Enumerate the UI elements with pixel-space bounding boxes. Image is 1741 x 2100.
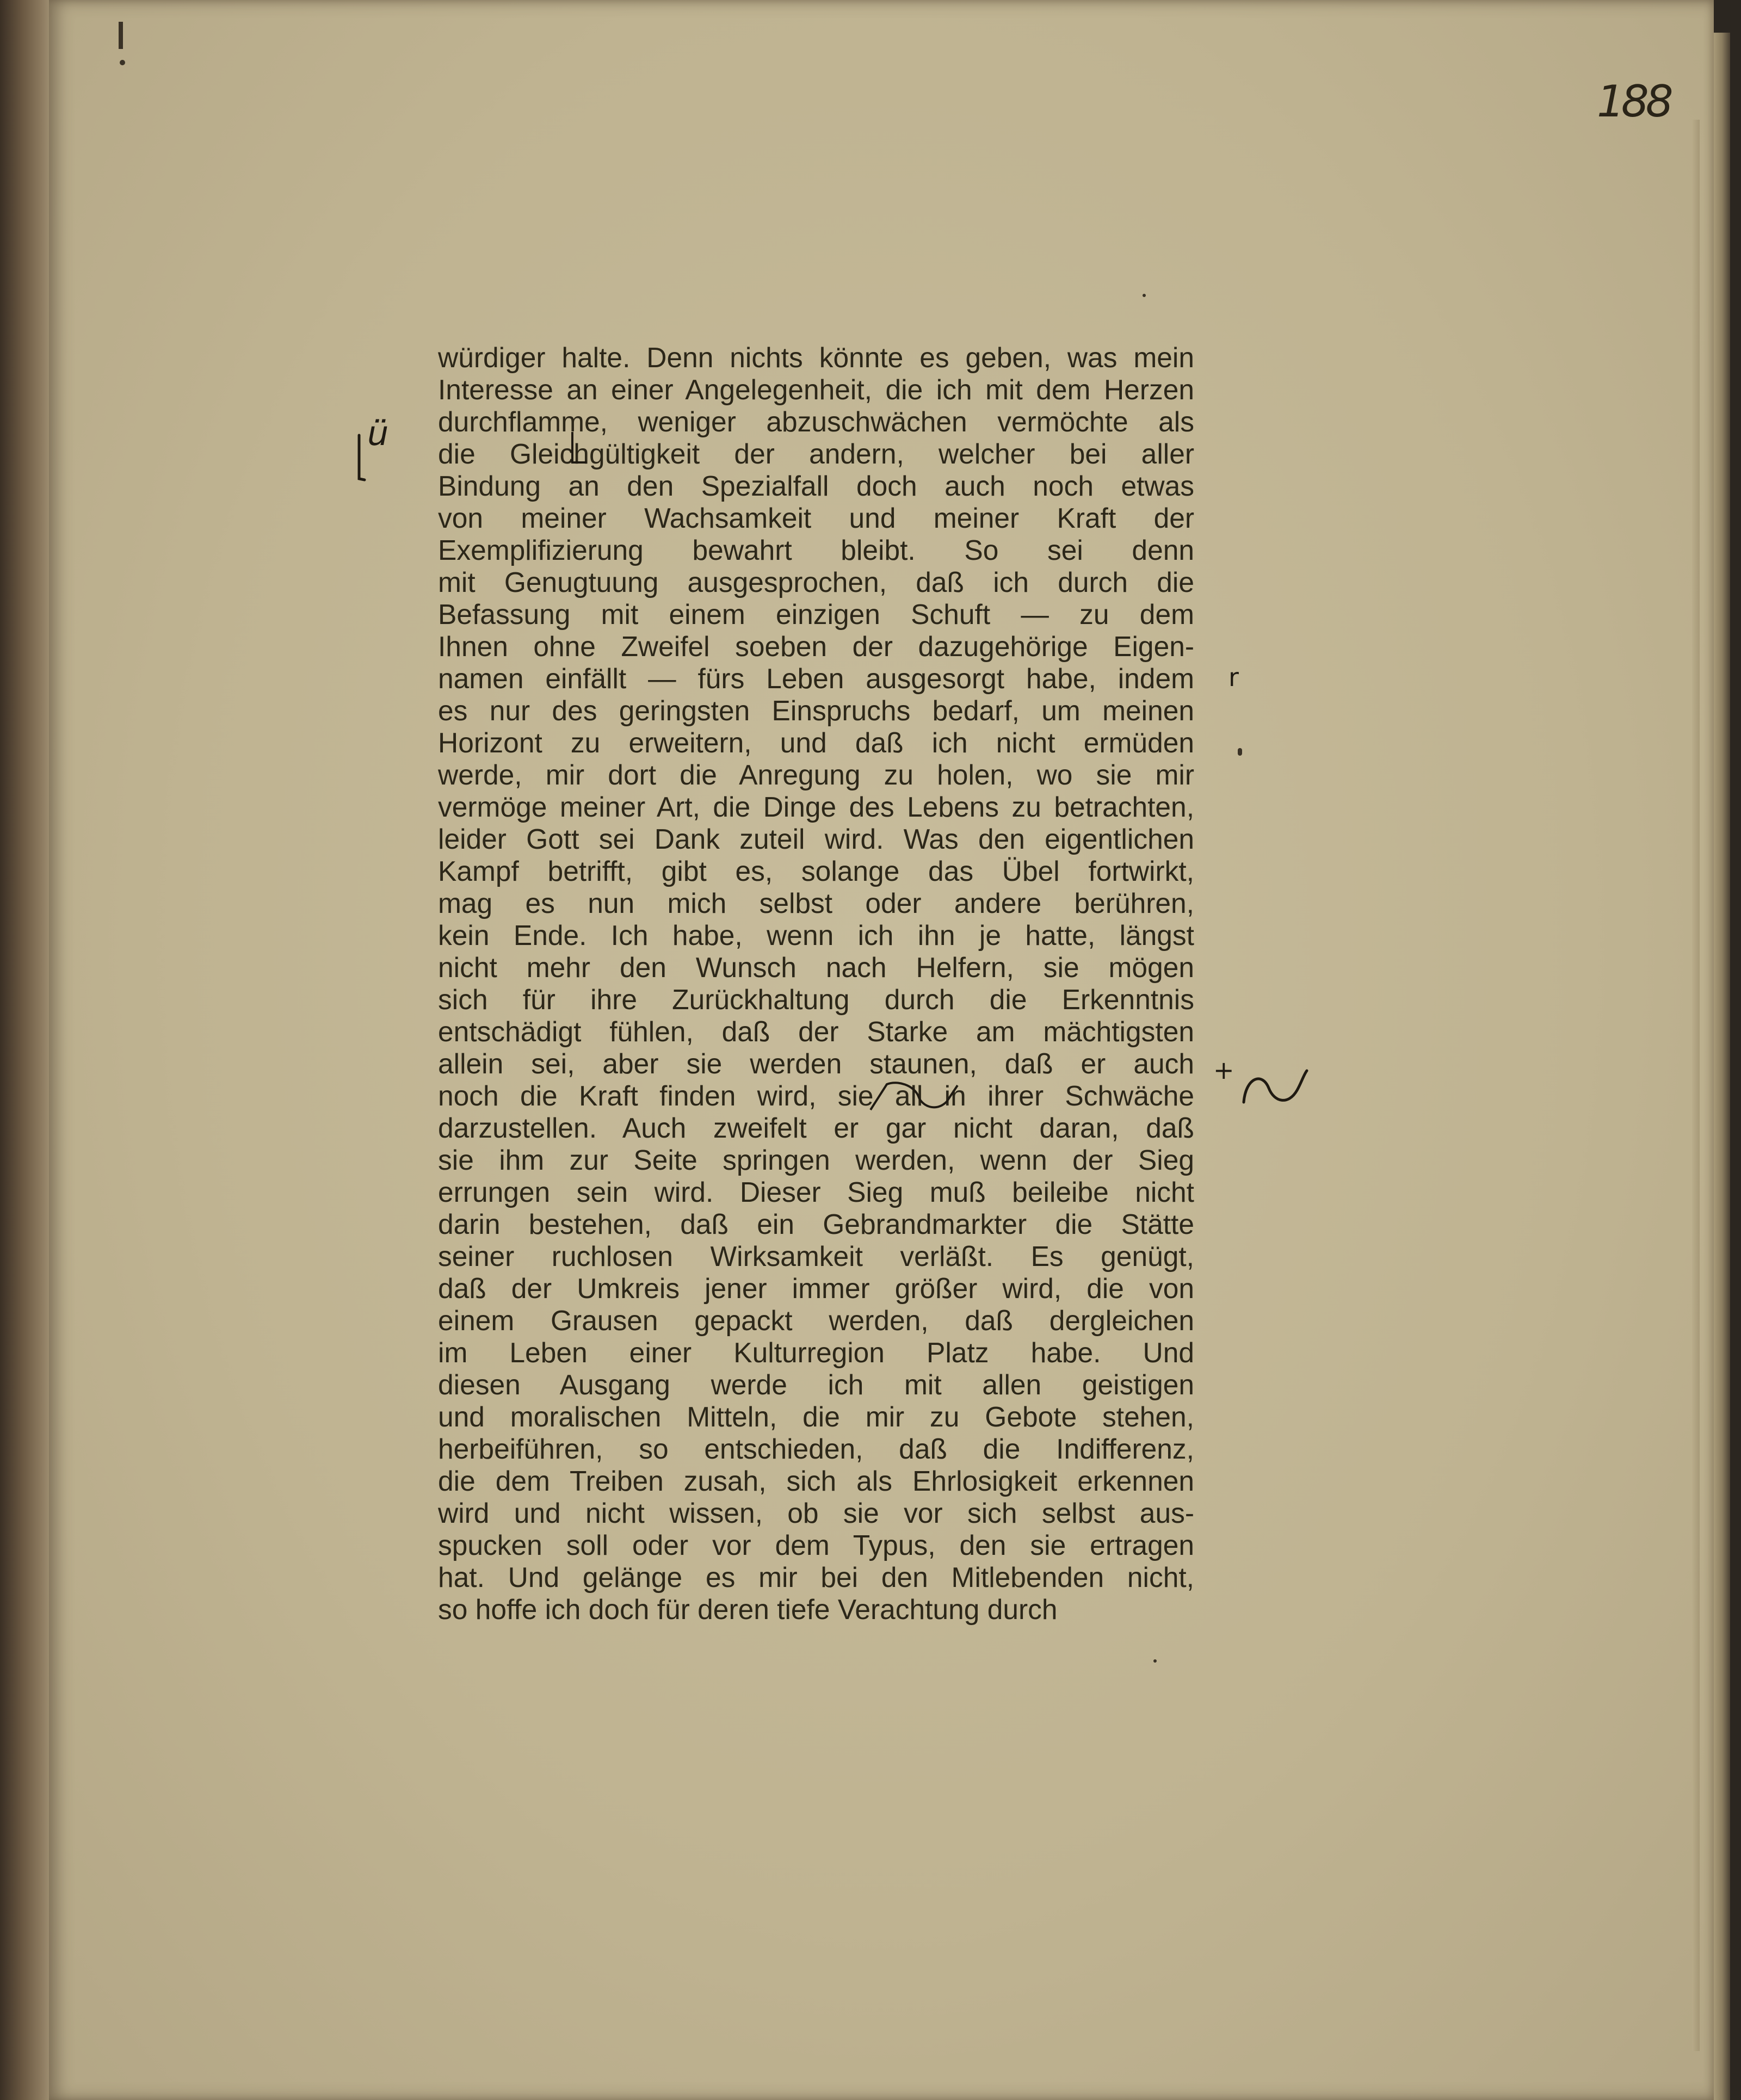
text-line: wird und nicht wissen, ob sie vor sich selbst aus- <box>438 1497 1194 1529</box>
text-line: noch die Kraft finden wird, sie all in ihrer Schwäche <box>438 1080 1194 1111</box>
text-line: darzustellen. Auch zweifelt er gar nicht daran, daß <box>438 1112 1194 1144</box>
page-number: 188 <box>1597 76 1670 127</box>
text-line: es nur des geringsten Einspruchs bedarf, um meinen <box>438 695 1194 726</box>
margin-dot <box>1238 748 1242 756</box>
text-line: sie ihm zur Seite springen werden, wenn der Sieg <box>438 1144 1194 1176</box>
margin-dot <box>1143 294 1146 297</box>
margin-correction-letter: ü <box>367 413 389 453</box>
margin-mark-right-2: + <box>1213 1055 1234 1085</box>
text-line: die Gleichgültigkeit der andern, welcher bei aller <box>438 438 1194 470</box>
text-line: darin bestehen, daß ein Gebrandmarkter die Stätte <box>438 1208 1194 1240</box>
text-line: allein sei, aber sie werden staunen, daß er auch <box>438 1048 1194 1079</box>
text-line: Ihnen ohne Zweifel soeben der dazugehörige Eigen- <box>438 631 1194 662</box>
insertion-bracket <box>568 430 590 468</box>
text-line: mag es nun mich selbst oder andere berühren, <box>438 887 1194 919</box>
text-line: diesen Ausgang werde ich mit allen geistigen <box>438 1369 1194 1400</box>
text-line: Interesse an einer Angelegenheit, die ich mit dem Herzen <box>438 374 1194 405</box>
transposition-mark <box>865 1080 963 1118</box>
text-line: Bindung an den Spezialfall doch auch noch etwas <box>438 470 1194 502</box>
text-line: und moralischen Mitteln, die mir zu Gebote stehen, <box>438 1401 1194 1432</box>
text-line: Exemplifizierung bewahrt bleibt. So sei denn <box>438 534 1194 566</box>
text-line: vermöge meiner Art, die Dinge des Lebens zu betrachten, <box>438 791 1194 823</box>
text-line: die dem Treiben zusah, sich als Ehrlosigkeit erkennen <box>438 1465 1194 1497</box>
text-line: namen einfällt — fürs Leben ausgesorgt habe, indem <box>438 663 1194 694</box>
text-line: kein Ende. Ich habe, wenn ich ihn je hatte, längst <box>438 919 1194 951</box>
text-line: leider Gott sei Dank zuteil wird. Was den eigentlichen <box>438 823 1194 855</box>
text-line: herbeiführen, so entschieden, daß die Indifferenz, <box>438 1433 1194 1465</box>
text-line: mit Genugtuung ausgesprochen, daß ich durch die <box>438 566 1194 598</box>
text-line: hat. Und gelänge es mir bei den Mitlebenden nicht, <box>438 1561 1194 1593</box>
text-line: nicht mehr den Wunsch nach Helfern, sie mögen <box>438 952 1194 983</box>
text-line: im Leben einer Kulturregion Platz habe. Und <box>438 1337 1194 1368</box>
page-edge <box>1714 33 1730 2100</box>
text-line: würdiger halte. Denn nichts könnte es geben, was mein <box>438 342 1194 373</box>
body-text <box>438 342 1194 1626</box>
text-line: seiner ruchlosen Wirksamkeit verläßt. Es genügt, <box>438 1240 1194 1272</box>
text-line: von meiner Wachsamkeit und meiner Kraft der <box>438 502 1194 534</box>
text-line: einem Grausen gepackt werden, daß dergleichen <box>438 1305 1194 1336</box>
text-line: spucken soll oder vor dem Typus, den sie ertragen <box>438 1529 1194 1561</box>
text-line: werde, mir dort die Anregung zu holen, wo sie mir <box>438 759 1194 790</box>
spine-mark <box>120 60 125 65</box>
text-line: so hoffe ich doch für deren tiefe Verachtung durch <box>438 1593 1058 1625</box>
text-line: sich für ihre Zurückhaltung durch die Erkenntnis <box>438 984 1194 1015</box>
margin-dot <box>1153 1659 1157 1663</box>
text-line: entschädigt fühlen, daß der Starke am mächtigsten <box>438 1016 1194 1047</box>
text-line: Befassung mit einem einzigen Schuft — zu dem <box>438 598 1194 630</box>
text-line: daß der Umkreis jener immer größer wird, die von <box>438 1273 1194 1304</box>
text-line: durchflamme, weniger abzuschwächen vermöchte als <box>438 406 1194 437</box>
text-line: errungen sein wird. Dieser Sieg muß beileibe nicht <box>438 1176 1194 1208</box>
margin-mark-right-1: r <box>1228 663 1239 692</box>
text-line: Horizont zu erweitern, und daß ich nicht ermüden <box>438 727 1194 758</box>
transposition-sign <box>1240 1066 1311 1110</box>
book-spine <box>0 0 52 2100</box>
page-edge-inner <box>1692 120 1700 2051</box>
text-line: Kampf betrifft, gibt es, solange das Übel fortwirkt, <box>438 855 1194 887</box>
spine-mark <box>119 22 123 49</box>
